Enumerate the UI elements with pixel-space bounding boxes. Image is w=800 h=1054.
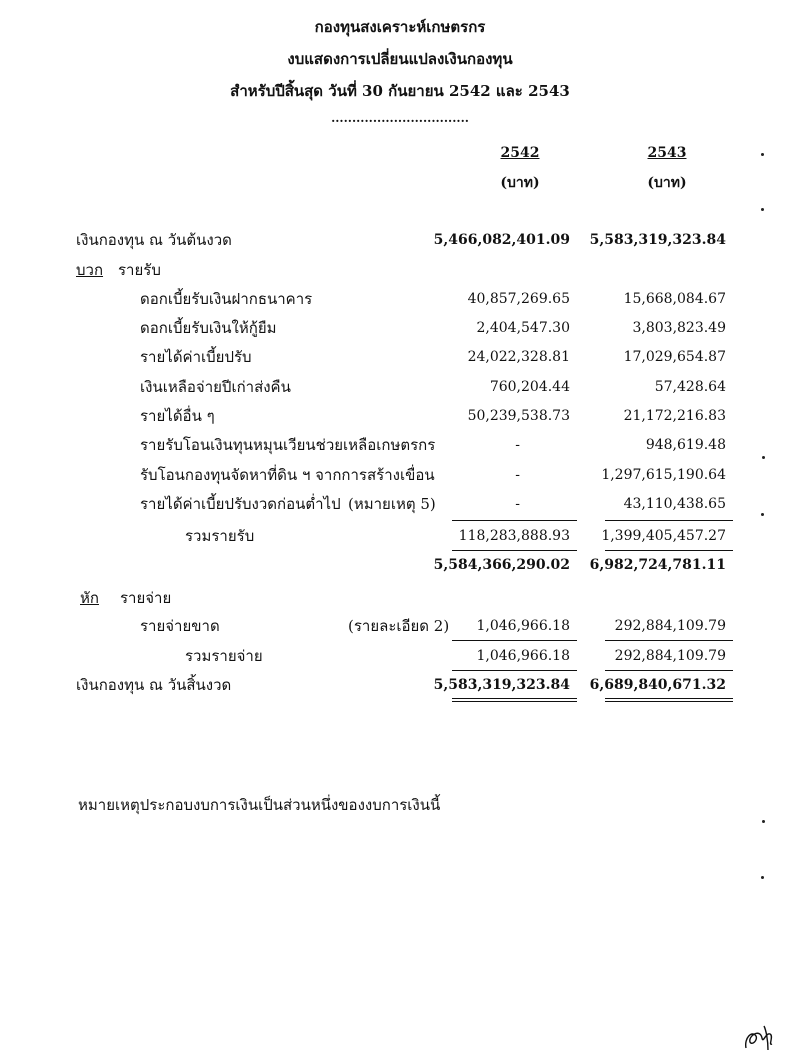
income-item-2542: 50,239,538.73 (467, 408, 570, 424)
income-item-2542: 760,204.44 (489, 379, 570, 395)
income-item-note: (หมายเหตุ 5) (348, 495, 436, 513)
income-subtotal-2542: 5,584,366,290.02 (433, 557, 570, 573)
income-total-2542: 118,283,888.93 (458, 528, 570, 544)
column-year-2543: 2543 (647, 145, 687, 161)
expense-heading: รายจ่าย (120, 589, 172, 607)
closing-double-rule-2542 (452, 698, 577, 702)
income-subtotal-2543: 6,982,724,781.11 (589, 557, 726, 573)
income-item-label: รายได้ค่าเบี้ยปรับ (140, 348, 252, 366)
income-item-2542: - (515, 496, 520, 512)
expense-total-label: รวมรายจ่าย (185, 647, 263, 665)
income-total-rule-2543 (605, 550, 733, 551)
report-org-title: กองทุนสงเคราะห์เกษตรกร (314, 18, 486, 36)
income-item-2543: 21,172,216.83 (623, 408, 726, 424)
income-item-label: ดอกเบี้ยรับเงินให้กู้ยืม (140, 319, 277, 337)
closing-balance-2543: 6,689,840,671.32 (589, 677, 726, 693)
closing-balance-2542: 5,583,319,323.84 (433, 677, 570, 693)
column-year-2542: 2542 (500, 145, 540, 161)
title-dotted-rule: ................................. (331, 111, 469, 125)
expense-total-rule-2542 (452, 670, 577, 671)
income-prefix: บวก (76, 261, 104, 279)
income-item-label: รายได้ค่าเบี้ยปรับงวดก่อนต่ำไป (140, 495, 341, 513)
income-items-rule-2543 (605, 520, 733, 521)
scan-speck (761, 208, 764, 211)
scan-speck (761, 513, 764, 516)
expense-total-rule-2543 (605, 670, 733, 671)
scan-speck (762, 820, 765, 823)
income-item-2542: 2,404,547.30 (476, 320, 570, 336)
opening-balance-2543: 5,583,319,323.84 (589, 232, 726, 248)
expense-item-2542: 1,046,966.18 (476, 618, 570, 634)
income-total-2543: 1,399,405,457.27 (601, 528, 726, 544)
expense-total-2542: 1,046,966.18 (476, 648, 570, 664)
income-item-2543: 1,297,615,190.64 (601, 467, 726, 483)
report-period-title: สำหรับปีสิ้นสุด วันที่ 30 กันยายน 2542 และ 2543 (230, 82, 570, 100)
income-item-2543: 948,619.48 (645, 437, 726, 453)
scan-speck (761, 153, 764, 156)
scan-speck (761, 876, 764, 879)
income-item-2543: 43,110,438.65 (623, 496, 726, 512)
expense-items-rule-2543 (605, 640, 733, 641)
expense-total-2543: 292,884,109.79 (614, 648, 726, 664)
column-unit-2543: (บาท) (647, 175, 687, 191)
column-unit-2542: (บาท) (500, 175, 540, 191)
income-item-2542: 24,022,328.81 (467, 349, 570, 365)
income-total-rule-2542 (452, 550, 577, 551)
expense-prefix: หัก (80, 589, 99, 607)
income-items-rule-2542 (452, 520, 577, 521)
opening-balance-2542: 5,466,082,401.09 (433, 232, 570, 248)
income-total-label: รวมรายรับ (185, 527, 255, 545)
closing-balance-label: เงินกองทุน ณ วันสิ้นงวด (76, 676, 232, 694)
report-statement-title: งบแสดงการเปลี่ยนแปลงเงินกองทุน (287, 50, 513, 68)
scan-speck (762, 456, 765, 459)
income-item-2543: 57,428.64 (654, 379, 726, 395)
income-item-label: รายรับโอนเงินทุนหมุนเวียนช่วยเหลือเกษตรกร (140, 436, 436, 454)
expense-item-note: (รายละเอียด 2) (348, 617, 450, 635)
income-item-label: เงินเหลือจ่ายปีเก่าส่งคืน (140, 378, 291, 396)
income-item-label: รับโอนกองทุนจัดหาที่ดิน ฯ จากการสร้างเขื่อน (140, 466, 435, 484)
opening-balance-label: เงินกองทุน ณ วันต้นงวด (76, 231, 232, 249)
income-item-2543: 17,029,654.87 (623, 349, 726, 365)
income-item-2542: - (515, 467, 520, 483)
income-item-2542: - (515, 437, 520, 453)
closing-double-rule-2543 (605, 698, 733, 702)
income-item-2543: 15,668,084.67 (623, 291, 726, 307)
handwritten-initials-icon (742, 1022, 782, 1052)
income-item-2542: 40,857,269.65 (467, 291, 570, 307)
income-heading: รายรับ (118, 261, 161, 279)
income-item-label: ดอกเบี้ยรับเงินฝากธนาคาร (140, 290, 313, 308)
expense-items-rule-2542 (452, 640, 577, 641)
expense-item-label: รายจ่ายขาด (140, 617, 220, 635)
income-item-label: รายได้อื่น ๆ (140, 407, 215, 425)
income-item-2543: 3,803,823.49 (632, 320, 726, 336)
expense-item-2543: 292,884,109.79 (614, 618, 726, 634)
footnote: หมายเหตุประกอบงบการเงินเป็นส่วนหนึ่งของงบการเงินนี้ (78, 796, 441, 814)
